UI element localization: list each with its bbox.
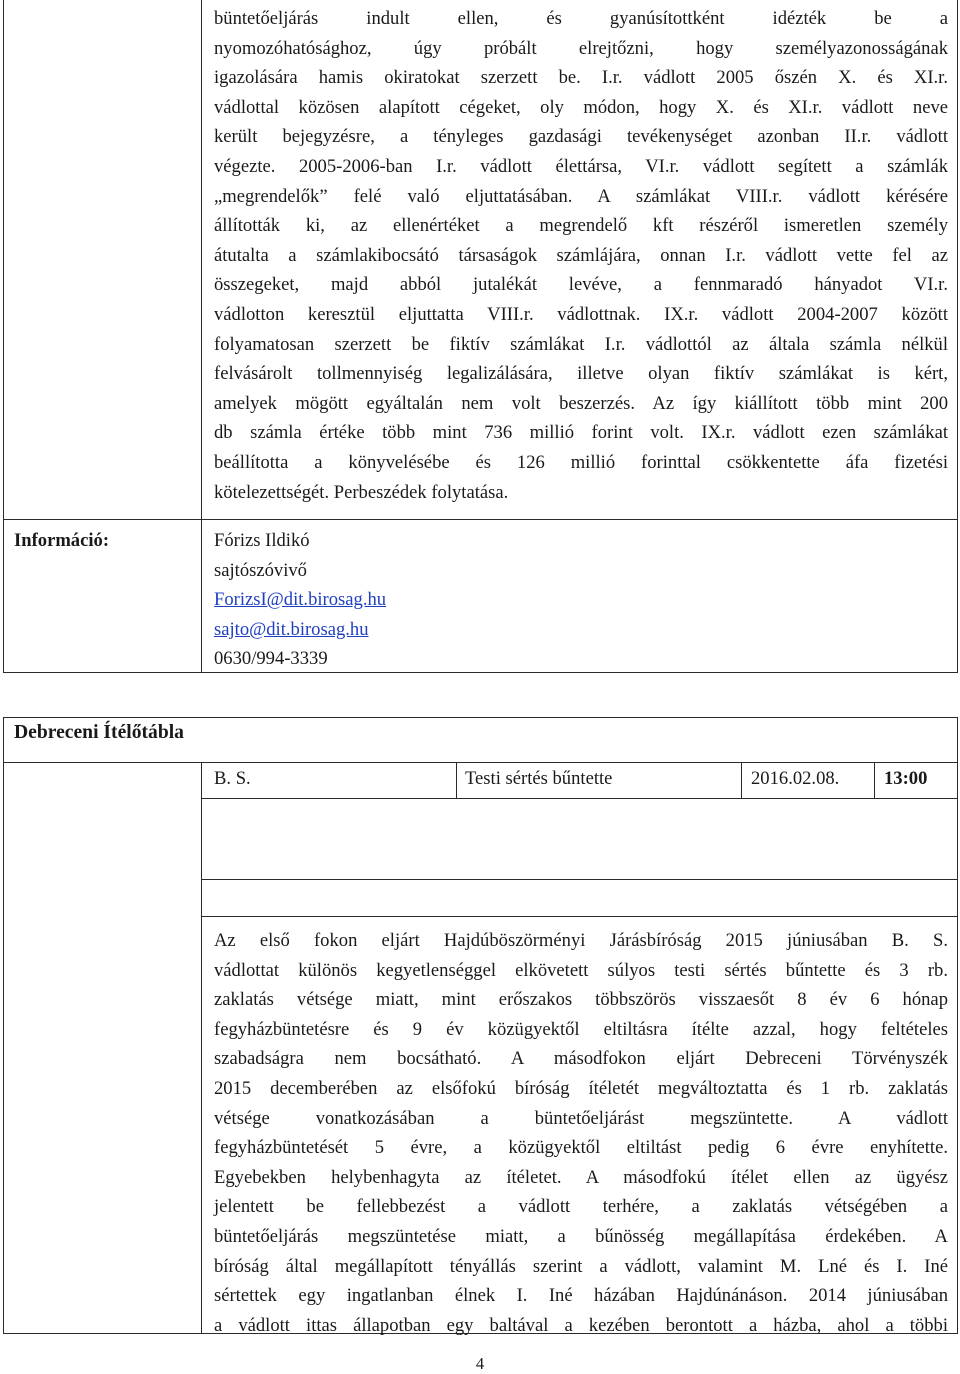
- court-header-divider: [3, 762, 958, 763]
- paragraph-line: fegyházbüntetésre és 9 év közügyektől eltiltásra ítélte azzal, hogy feltételes: [214, 1018, 948, 1040]
- paragraph-line: zaklatás vétsége miatt, mint erőszakos többszörös visszaesőt 8 év 6 hónap: [214, 989, 948, 1011]
- paragraph-line: „megrendelők” felé való eljuttatásában. A számlákat VIII.r. vádlott kérésére: [214, 185, 948, 207]
- paragraph-line: Az első fokon eljárt Hajdúböszörményi Járásbíróság 2015 júniusában B. S.: [214, 930, 948, 951]
- paragraph-line: bíróság által megállapított tényállás szerint a vádlott, valamint M. Lné és I. Iné: [214, 1255, 948, 1277]
- paragraph-line: db számla értéke több mint 736 millió forint volt. IX.r. vádlott ezen számlákat: [214, 422, 948, 444]
- paragraph-line: átutalta a számlakibocsátó társaságok számlájára, onnan I.r. vádlott vette fel az: [214, 244, 948, 266]
- case-time: 13:00: [884, 768, 928, 789]
- case-defendant: B. S.: [214, 768, 251, 789]
- paragraph-line: szabadságra nem bocsátható. A másodfokon eljárt Debreceni Törvényszék: [214, 1048, 948, 1070]
- paragraph-line: 2015 decemberében az elsőfokú bíróság ítéletét megváltoztatta és 1 rb. zaklatás: [214, 1077, 948, 1099]
- case-row-bottom: [201, 798, 958, 799]
- upper-row-divider: [3, 519, 958, 520]
- paragraph-line: került bejegyzésre, a tényleges gazdasági tevékenységet azonban II.r. vádlott: [214, 126, 948, 148]
- case-summary: [214, 926, 948, 1340]
- contact-name: Fórizs Ildikó: [214, 530, 310, 551]
- case-col-divider-3: [874, 762, 875, 798]
- paragraph-line: jelentett be fellebbezést a vádlott terhére, a zaklatás vétségében a: [214, 1196, 948, 1218]
- court-name: Debreceni Ítélőtábla: [14, 722, 184, 743]
- paragraph-line: kötelezettségét. Perbeszédek folytatása.: [214, 481, 509, 503]
- case-col-divider-2: [741, 762, 742, 798]
- paragraph-line: vádlottal közösen alapított cégeket, oly módon, hogy X. és XI.r. vádlott neve: [214, 96, 948, 118]
- paragraph-line: beállította a könyvelésébe és 126 millió forinttal csökkentette áfa fizetési: [214, 451, 948, 473]
- paragraph-line: sértettek egy ingatlanban élnek I. Iné házában Hajdúnánáson. 2014 júniusában: [214, 1285, 948, 1307]
- contact-phone: 0630/994-3339: [214, 648, 328, 670]
- paragraph-line: vétsége vonatkozásában a büntetőeljárást megszüntette. A vádlott: [214, 1107, 948, 1129]
- paragraph-line: Egyebekben helybenhagyta az ítéletet. A másodfokú ítélet ellen az ügyész: [214, 1166, 948, 1188]
- case-col-divider-1: [456, 762, 457, 798]
- upper-column-divider: [201, 0, 202, 673]
- case-description: [214, 4, 948, 507]
- paragraph-line: állították ki, az ellenértéket a megrendelő kft részéről ismeretlen személy: [214, 215, 948, 237]
- paragraph-line: összegeket, majd abból jutalékát levéve, a fennmaradó hányadot VI.r.: [214, 274, 948, 296]
- press-email-link[interactable]: sajto@dit.birosag.hu: [214, 618, 369, 640]
- paragraph-line: végezte. 2005-2006-ban I.r. vádlott élettársa, VI.r. vádlott segített a számlák: [214, 155, 948, 177]
- case-date: 2016.02.08.: [751, 768, 840, 789]
- blank-row-bottom: [201, 916, 958, 917]
- contact-email-link[interactable]: ForizsI@dit.birosag.hu: [214, 589, 387, 611]
- paragraph-line: büntetőeljárás indult ellen, és gyanúsítottként idézték be a: [214, 8, 948, 29]
- page-number: 4: [475, 1354, 485, 1373]
- paragraph-line: vádlotton keresztül eljuttatta VIII.r. vádlottnak. IX.r. vádlott 2004-2007 között: [214, 303, 948, 325]
- paragraph-line: amelyek mögött egyáltalán nem volt beszerzés. Az így kiállított több mint 200: [214, 392, 948, 414]
- paragraph-line: a vádlott ittas állapotban egy baltával a kezében berontott a házba, ahol a többi: [214, 1314, 948, 1336]
- info-label: Információ:: [14, 530, 110, 551]
- paragraph-line: igazolására hamis okiratokat szerzett be. I.r. vádlott 2005 őszén X. és XI.r.: [214, 67, 948, 89]
- blank-row-top: [201, 879, 958, 880]
- contact-role: sajtószóvivő: [214, 559, 307, 581]
- paragraph-line: felvásárolt tollmennyiség legalizálására, illetve olyan fiktív számlákat is kért,: [214, 363, 948, 385]
- paragraph-line: vádlottat különös kegyetlenséggel elkövetett súlyos testi sértés bűntette és 3 rb.: [214, 959, 948, 981]
- paragraph-line: fegyházbüntetését 5 évre, a közügyektől eltiltást pedig 6 évre enyhítette.: [214, 1137, 948, 1159]
- case-offense: Testi sértés bűntette: [465, 768, 613, 789]
- contact-block: [214, 526, 386, 674]
- case-row-left-border: [201, 762, 202, 1334]
- paragraph-line: folyamatosan szerzett be fiktív számlákat I.r. vádlottól az általa számla nélkül: [214, 333, 948, 355]
- paragraph-line: nyomozóhatósághoz, úgy próbált elrejtőzni, hogy személyazonosságának: [214, 37, 948, 59]
- paragraph-line: büntetőeljárás megszüntetése miatt, a bűnösség megállapítása érdekében. A: [214, 1225, 948, 1247]
